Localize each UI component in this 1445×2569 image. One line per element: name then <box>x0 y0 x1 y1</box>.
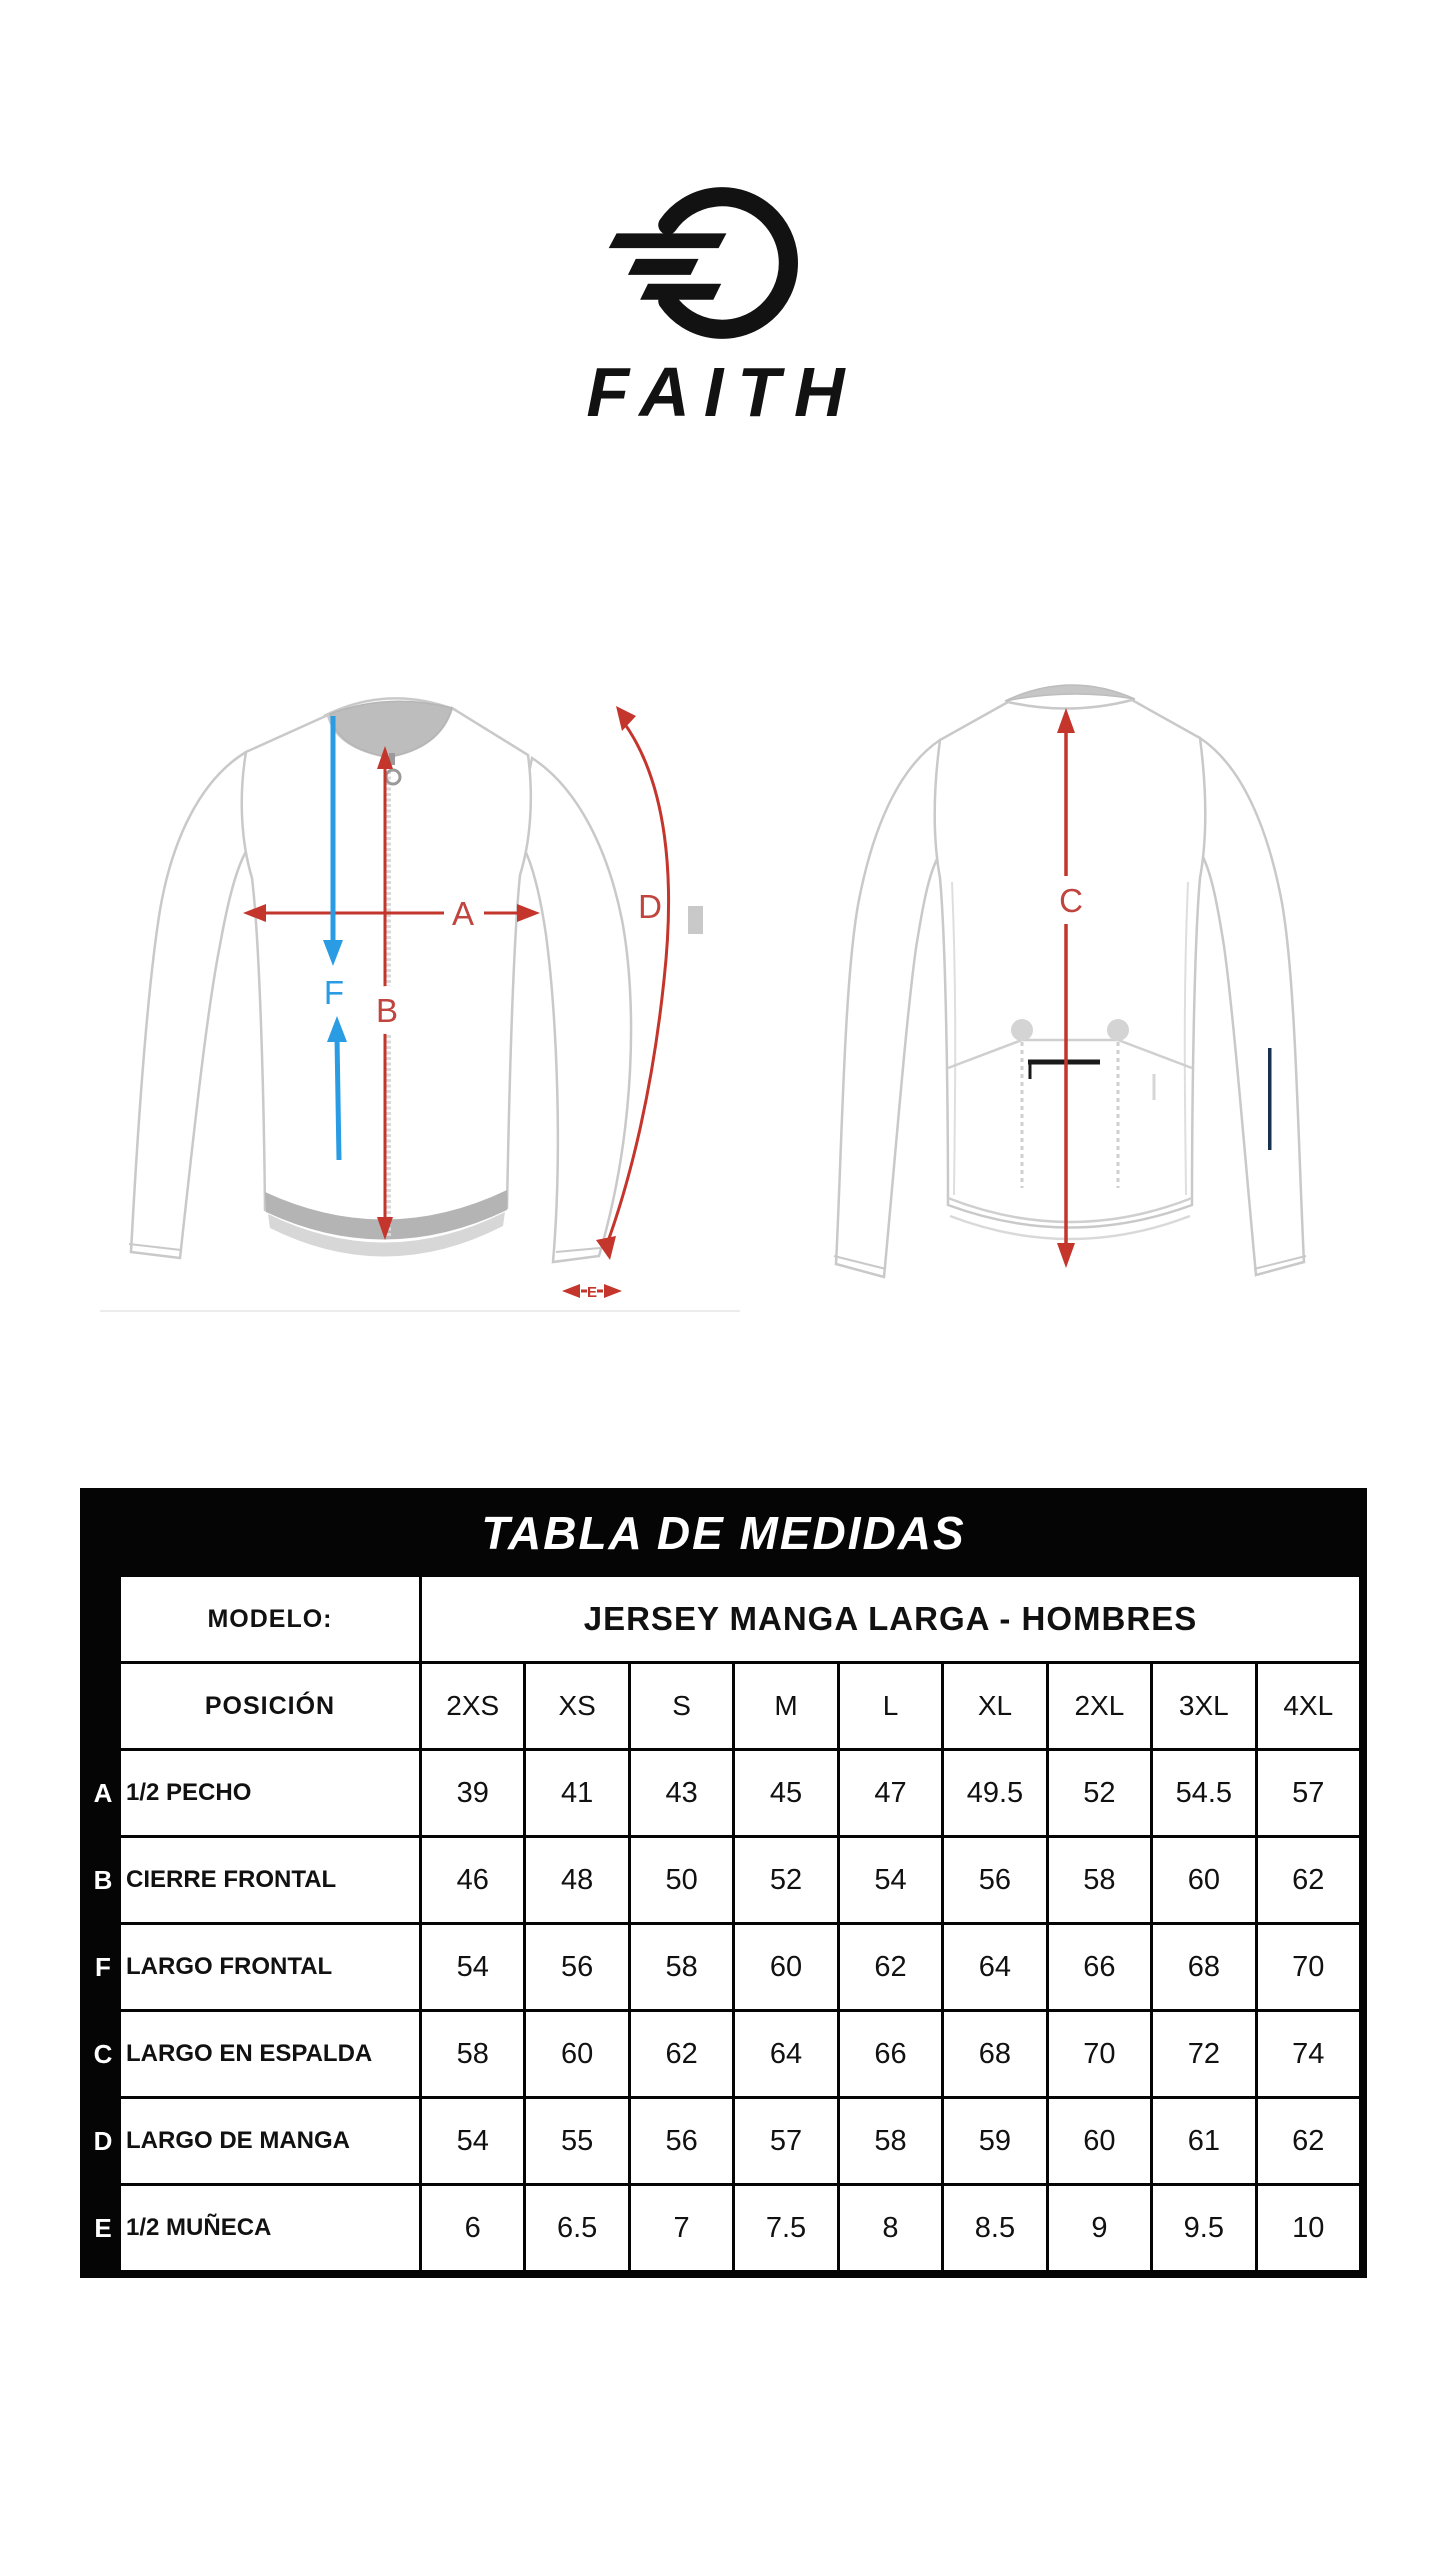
measure-value-cell: 66 <box>1049 1925 1150 2009</box>
model-value-cell: JERSEY MANGA LARGA - HOMBRES <box>422 1577 1359 1661</box>
jersey-front-diagram <box>100 698 740 1311</box>
back-pocket-bump-left <box>1011 1019 1033 1041</box>
measure-value-cell: 64 <box>944 1925 1045 2009</box>
measure-value-cell: 7 <box>631 2186 732 2270</box>
back-left-sleeve <box>836 740 942 1277</box>
back-collar <box>1005 685 1135 701</box>
front-side-swatch <box>688 906 703 934</box>
measure-value-cell: 62 <box>1258 2099 1359 2183</box>
measure-value-cell: 70 <box>1258 1925 1359 2009</box>
measure-value-cell: 58 <box>631 1925 732 2009</box>
model-label-cell: MODELO: <box>121 1577 419 1661</box>
measure-value-cell: 56 <box>526 1925 627 2009</box>
size-table-grid <box>88 1577 1359 2270</box>
row-letter-cell: C <box>88 2012 118 2096</box>
measure-value-cell: 52 <box>1049 1751 1150 1835</box>
row-letter-cell: A <box>88 1751 118 1835</box>
row-label-cell: LARGO FRONTAL <box>121 1925 419 2009</box>
measure-value-cell: 9.5 <box>1153 2186 1254 2270</box>
measure-value-cell: 61 <box>1153 2099 1254 2183</box>
measure-label-e: E <box>586 1284 598 1301</box>
back-pocket-bump-right <box>1107 1019 1129 1041</box>
measure-value-cell: 7.5 <box>735 2186 836 2270</box>
measure-value-cell: 10 <box>1258 2186 1359 2270</box>
letter-strip-cell <box>88 1664 118 1748</box>
row-label-cell: 1/2 PECHO <box>121 1751 419 1835</box>
size-table <box>80 1488 1367 2278</box>
measure-value-cell: 62 <box>1258 1838 1359 1922</box>
size-col-header: 4XL <box>1258 1664 1359 1748</box>
back-navy-marker <box>1268 1048 1272 1150</box>
row-label-cell: LARGO DE MANGA <box>121 2099 419 2183</box>
measure-value-cell: 54.5 <box>1153 1751 1254 1835</box>
measure-value-cell: 62 <box>840 1925 941 2009</box>
measure-value-cell: 60 <box>526 2012 627 2096</box>
measure-value-cell: 57 <box>1258 1751 1359 1835</box>
measure-value-cell: 43 <box>631 1751 732 1835</box>
measure-value-cell: 47 <box>840 1751 941 1835</box>
position-header-cell: POSICIÓN <box>121 1664 419 1748</box>
row-letter-cell: E <box>88 2186 118 2270</box>
measure-value-cell: 74 <box>1258 2012 1359 2096</box>
front-left-sleeve <box>131 752 250 1258</box>
size-col-header: 3XL <box>1153 1664 1254 1748</box>
logo-speedline-bottom <box>640 284 721 300</box>
measure-value-cell: 58 <box>422 2012 523 2096</box>
row-label-cell: LARGO EN ESPALDA <box>121 2012 419 2096</box>
measure-value-cell: 57 <box>735 2099 836 2183</box>
row-letter-cell: D <box>88 2099 118 2183</box>
logo-speedline-middle <box>628 259 699 275</box>
measure-value-cell: 6.5 <box>526 2186 627 2270</box>
measure-value-cell: 54 <box>422 1925 523 2009</box>
measure-value-cell: 62 <box>631 2012 732 2096</box>
measure-arrow-e <box>562 1284 622 1301</box>
measure-value-cell: 39 <box>422 1751 523 1835</box>
brand-name: FAITH <box>586 353 859 431</box>
size-col-header: 2XS <box>422 1664 523 1748</box>
measure-label-a: A <box>451 895 475 932</box>
measure-label-b: B <box>375 992 399 1029</box>
measure-value-cell: 9 <box>1049 2186 1150 2270</box>
measure-value-cell: 50 <box>631 1838 732 1922</box>
measure-value-cell: 54 <box>840 1838 941 1922</box>
measure-value-cell: 68 <box>944 2012 1045 2096</box>
row-label-cell: 1/2 MUÑECA <box>121 2186 419 2270</box>
measure-value-cell: 66 <box>840 2012 941 2096</box>
measure-value-cell: 64 <box>735 2012 836 2096</box>
size-col-header: L <box>840 1664 941 1748</box>
size-col-header: XL <box>944 1664 1045 1748</box>
measure-value-cell: 48 <box>526 1838 627 1922</box>
measure-value-cell: 8 <box>840 2186 941 2270</box>
measure-value-cell: 54 <box>422 2099 523 2183</box>
letter-strip-cell <box>88 1577 118 1661</box>
table-title: TABLA DE MEDIDAS <box>481 1506 966 1559</box>
jersey-measurement-diagrams <box>90 650 1370 1340</box>
measure-label-c: C <box>1059 882 1083 919</box>
measure-value-cell: 6 <box>422 2186 523 2270</box>
measure-value-cell: 49.5 <box>944 1751 1045 1835</box>
measure-value-cell: 46 <box>422 1838 523 1922</box>
measure-value-cell: 8.5 <box>944 2186 1045 2270</box>
row-letter-cell: B <box>88 1838 118 1922</box>
measure-value-cell: 72 <box>1153 2012 1254 2096</box>
measure-value-cell: 68 <box>1153 1925 1254 2009</box>
measure-value-cell: 60 <box>1049 2099 1150 2183</box>
row-letter-cell: F <box>88 1925 118 2009</box>
size-col-header: 2XL <box>1049 1664 1150 1748</box>
jersey-back-diagram <box>834 685 1306 1277</box>
row-label-cell: CIERRE FRONTAL <box>121 1838 419 1922</box>
measure-value-cell: 52 <box>735 1838 836 1922</box>
back-right-sleeve <box>1198 738 1304 1275</box>
measure-value-cell: 45 <box>735 1751 836 1835</box>
measure-value-cell: 56 <box>944 1838 1045 1922</box>
measure-value-cell: 60 <box>735 1925 836 2009</box>
measure-value-cell: 56 <box>631 2099 732 2183</box>
measure-value-cell: 41 <box>526 1751 627 1835</box>
brand-logo-icon <box>600 182 818 344</box>
measure-value-cell: 60 <box>1153 1838 1254 1922</box>
measure-value-cell: 58 <box>1049 1838 1150 1922</box>
measure-label-f: F <box>323 974 345 1011</box>
measure-value-cell: 59 <box>944 2099 1045 2183</box>
back-body-outline <box>935 700 1206 1228</box>
measure-value-cell: 58 <box>840 2099 941 2183</box>
size-col-header: M <box>735 1664 836 1748</box>
size-col-header: S <box>631 1664 732 1748</box>
size-col-header: XS <box>526 1664 627 1748</box>
logo-speedline-top <box>609 233 727 248</box>
front-right-sleeve <box>516 758 631 1262</box>
measure-label-d: D <box>638 888 662 925</box>
measure-value-cell: 70 <box>1049 2012 1150 2096</box>
measure-value-cell: 55 <box>526 2099 627 2183</box>
